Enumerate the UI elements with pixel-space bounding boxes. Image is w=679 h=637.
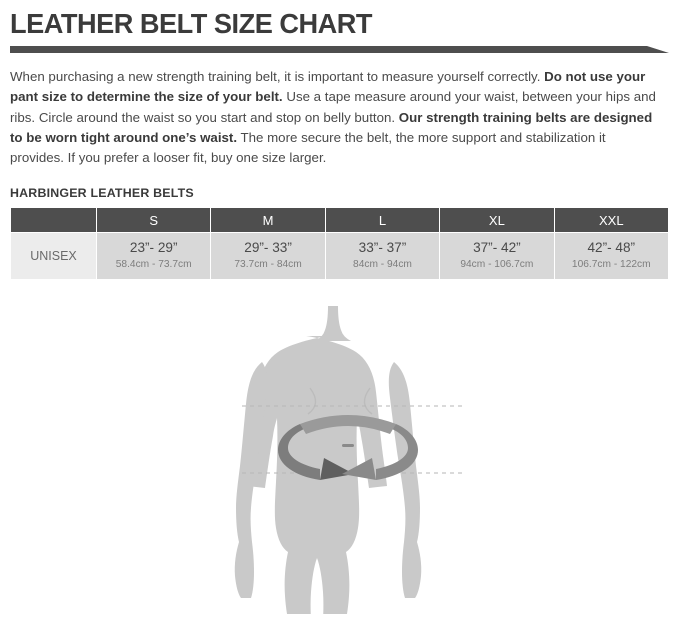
size-cell-inches: 29”- 33”: [244, 239, 292, 255]
size-cell-inches: 42”- 48”: [587, 239, 636, 255]
page-title: LEATHER BELT SIZE CHART: [10, 8, 373, 39]
size-table: [10, 207, 669, 280]
waist-measurement-illustration: [10, 296, 669, 614]
size-cell-s: [97, 233, 211, 280]
size-cell-inches: 23”- 29”: [129, 239, 178, 255]
size-cell-xl: [440, 233, 554, 280]
title-divider-notch: [647, 46, 669, 53]
size-cell-cm: 73.7cm - 84cm: [234, 259, 302, 271]
intro-paragraph: [10, 67, 660, 168]
size-table-head: [11, 208, 669, 233]
section-heading: HARBINGER LEATHER BELTS: [10, 186, 194, 201]
size-cell-inches: 37”- 42”: [473, 239, 521, 255]
title-divider-bar: [10, 46, 669, 53]
size-cell-inches: 33”- 37”: [358, 239, 407, 255]
size-table-body: [11, 233, 669, 280]
table-row: [11, 233, 669, 280]
intro-text-2: Use a tape measure around your waist, between your hips and ribs. Circle around the waist so you start and stop on belly button.: [10, 89, 656, 125]
title-divider: [10, 46, 669, 55]
size-cell-m: [211, 233, 325, 280]
size-cell-cm: 94cm - 106.7cm: [460, 259, 534, 271]
size-cell-cm: 58.4cm - 73.7cm: [115, 259, 192, 271]
size-cell-cm: 106.7cm - 122cm: [571, 259, 651, 271]
intro-bold-2: Our strength training belts are designed to be worn tight around one’s waist.: [10, 109, 653, 145]
intro-text-1: When purchasing a new strength training belt, it is important to measure yourself correctly.: [10, 69, 545, 85]
intro-bold-1: Do not use your pant size to determine the size of your belt.: [10, 69, 646, 105]
size-column-header: L: [325, 208, 439, 233]
intro-text-3: The more secure the belt, the more support and stabilization it provides. If you prefer a looser fit, buy one size larger.: [10, 129, 606, 165]
size-table-corner: [11, 208, 97, 233]
size-column-header: S: [97, 208, 211, 233]
row-label-unisex: UNISEX: [11, 233, 97, 280]
size-column-header: XXL: [554, 208, 668, 233]
size-table-header-row: [11, 208, 669, 233]
size-cell-cm: 84cm - 94cm: [353, 259, 412, 271]
size-column-header: XL: [440, 208, 554, 233]
size-cell-l: [325, 233, 439, 280]
size-cell-xxl: [554, 233, 668, 280]
size-column-header: M: [211, 208, 325, 233]
torso-silhouette: [235, 306, 422, 614]
